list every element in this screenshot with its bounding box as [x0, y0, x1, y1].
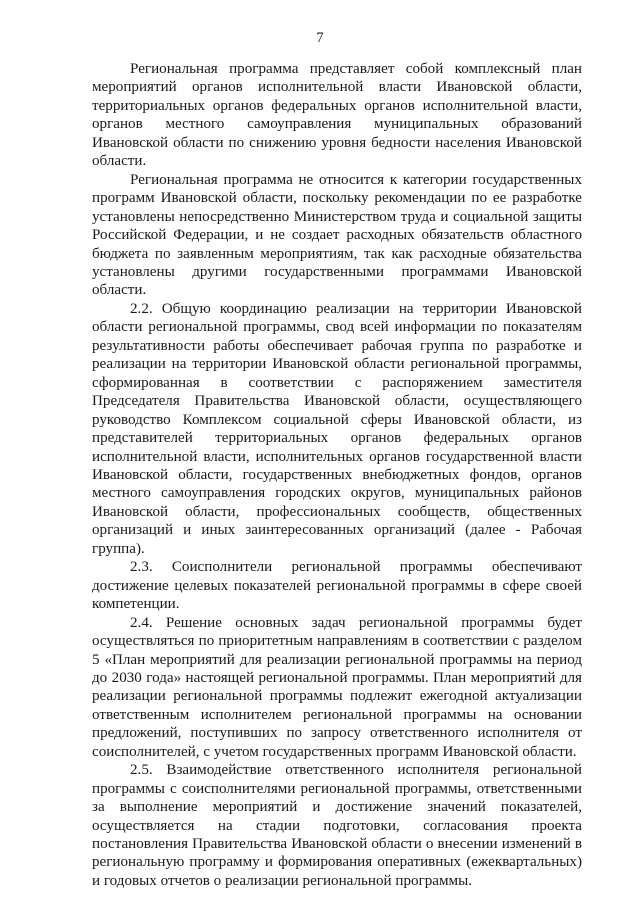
page-number: 7	[316, 30, 324, 46]
paragraph-program-status: Региональная программа не относится к категории государственных программ Ивановской области, поскольку рекомендации по ее разработке установлены непосредственно Министерством труда и социальной защиты Российской Федерации, и не создает расходных обязательств областного бюджета по заявленным мероприятиям, так как расходные обязательства установлены другими государственными программами Ивановской области.	[92, 171, 582, 299]
paragraph-2-5-interaction: 2.5. Взаимодействие ответственного исполнителя региональной программы с соисполнителями региональной программы, ответственными за выполнение мероприятий и достижение значений показателей, осуществляется на стадии подготовки, согласования проекта постановления Правительства Ивановской области о внесении изменений в региональную программу и формирования оперативных (ежеквартальных) и годовых отчетов о реализации региональной программы.	[92, 762, 582, 889]
document-body	[92, 60, 582, 890]
paragraph-program-description: Региональная программа представляет собой комплексный план мероприятий органов исполнительной власти Ивановской области, территориальных органов федеральных органов исполнительной власти, органов местного самоуправления муниципальных образований Ивановской области по снижению уровня бедности населения Ивановской области.	[92, 61, 582, 170]
paragraph-2-4-main-tasks: 2.4. Решение основных задач региональной программы будет осуществляться по приоритетным направлениям в соответствии с разделом 5 «План мероприятий для реализации региональной программы на период до 2030 года» настоящей региональной программы. План мероприятий для реализации региональной программы подлежит ежегодной актуализации ответственным исполнителем региональной программы на основании предложений, поступивших по запросу ответственного исполнителя от соисполнителей, с учетом государственных программ Ивановской области.	[92, 614, 582, 760]
paragraph-2-3-co-executors: 2.3. Соисполнители региональной программы обеспечивают достижение целевых показателей региональной программы в сфере своей компетенции.	[92, 559, 582, 613]
paragraph-2-2-coordination: 2.2. Общую координацию реализации на территории Ивановской области региональной программы, свод всей информации по показателям результативности работы обеспечивает рабочая группа по разработке и реализации на территории Ивановской области региональной программы, сформированная в соответствии с распоряжением заместителя Председателя Правительства Ивановской области, осуществляющего руководство Комплексом социальной сферы Ивановской области, из представителей территориальных органов федеральных органов исполнительной власти, исполнительных органов государственной власти Ивановской области, государственных внебюджетных фондов, органов местного самоуправления городских округов, муниципальных районов Ивановской области, профессиональных сообществ, общественных организаций и иных заинтересованных организаций (далее - Рабочая группа).	[92, 300, 582, 557]
